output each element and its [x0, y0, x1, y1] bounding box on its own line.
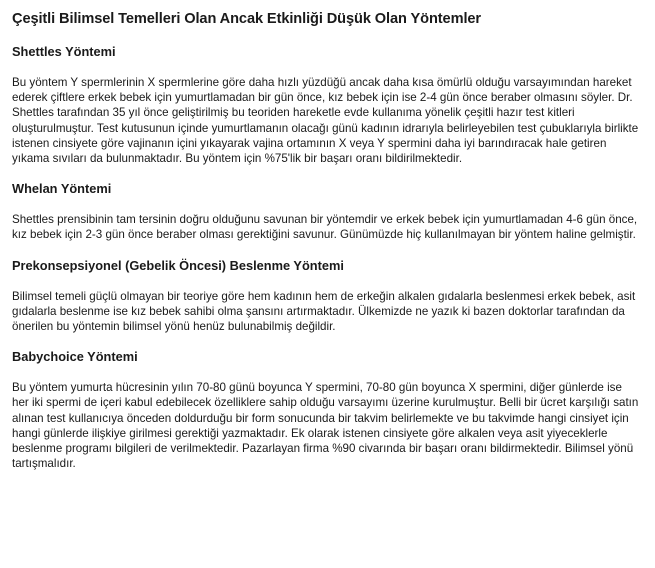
section-body: Bu yöntem yumurta hücresinin yılın 70-80 günü boyunca Y spermini, 70-80 gün boyunca X spermini, diğer günlerde ise her iki spermi de içeri kabul edebilecek özelliklere sahip olduğu varsayımı üzerine kurulmuştur. Belli bir ücret karşılığı satın alınan test kullanıcıya önceden doldurduğu bir form sonucunda bir takvim belirlemekte ve bu takvimde hangi cinsiyet için hangi günlerde ilişkiye girilmesi gerektiği yazmaktadır. Ek olarak istenen cinsiyete göre alkalen veya asit yiyeceklerle beslenme programı bilgileri de verilmektedir. Pazarlayan firma %90 civarında bir başarı oranı bildirmektedir. Bilimsel yönü tartışmalıdır.: [12, 381, 639, 471]
section-body: Bilimsel temeli güçlü olmayan bir teoriye göre hem kadının hem de erkeğin alkalen gıdalarla beslenmesi erkek bebek, asit gıdalarla beslenme ise kız bebek sahibi olma şansını artırmaktadır. Ülkemizde ne yazık ki bazen doktorlar tarafından da önerilen bu yöntemin bilimsel yönü henüz bulunabilmiş değildir.: [12, 289, 636, 334]
section-heading: Prekonsepsiyonel (Gebelik Öncesi) Beslenme Yöntemi: [12, 257, 344, 273]
section-preconception-nutrition: [12, 258, 648, 335]
section-heading: Shettles Yöntemi: [12, 44, 116, 59]
section-babychoice: [12, 349, 648, 471]
section-body: Bu yöntem Y spermlerinin X spermlerine göre daha hızlı yüzdüğü ancak daha kısa ömürlü olduğu varsayımından hareket ederek çiftlere erkek bebek için yumurtlamadan bir gün önce, kız bebek için ise 2-4 gün önce beraber olmasını söyler. Dr. Shettles tarafından 35 yıl önce geliştirilmiş bu teoriden hareketle evde kullanıma yönelik çeşitli hazır test kitleri oluşturulmuştur. Test kutusunun içinde yumurtlamanın olacağı günü kadının idrarıyla belirleyebilen test çubuklarıyla birlikte istenen cinsiyete göre vajinanın içini yıkayarak vajina ortamının X veya Y spermini daha iyi barındıracak hale getiren yıkama sıvıları da bulunmaktadır. Bu yöntem için %75'lik bir başarı oranı bildirilmektedir.: [12, 76, 639, 166]
article: [12, 10, 648, 486]
section-heading: Whelan Yöntemi: [12, 181, 112, 197]
page-title: Çeşitli Bilimsel Temelleri Olan Ancak Etkinliği Düşük Olan Yöntemler: [12, 11, 481, 27]
section-whelan: [12, 181, 648, 242]
section-body: Shettles prensibinin tam tersinin doğru olduğunu savunan bir yöntemdir ve erkek bebek için yumurtlamadan 4-6 gün önce, kız bebek için 2-3 gün önce beraber olması gerektiğini savunur. Günümüzde hiç kullanılmayan bir yöntem haline gelmiştir.: [12, 213, 638, 242]
section-heading: Babychoice Yöntemi: [12, 349, 138, 365]
section-shettles: [12, 44, 648, 166]
